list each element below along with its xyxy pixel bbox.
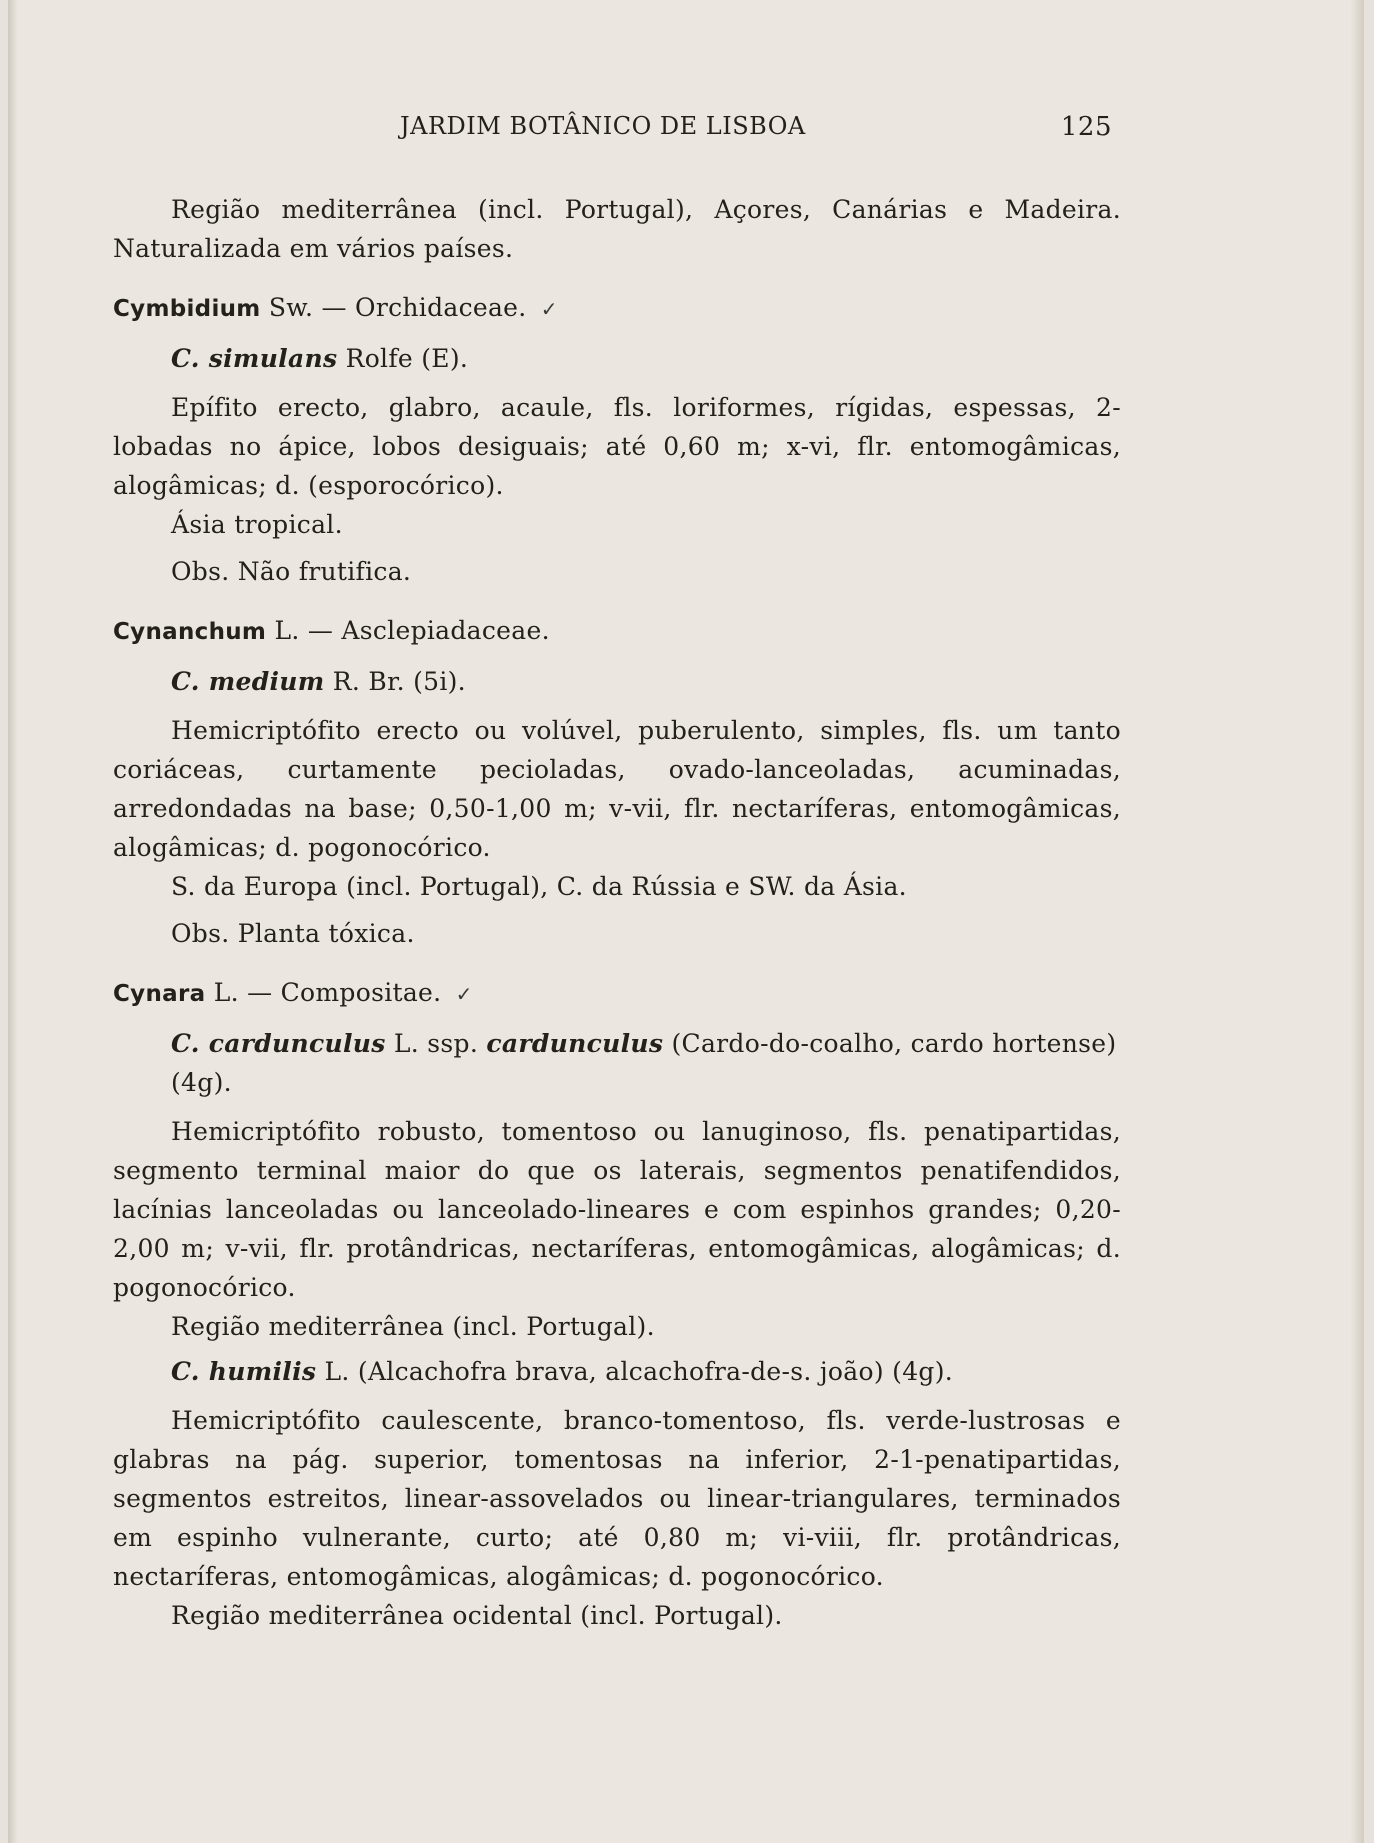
- species-heading: [113, 1352, 1121, 1391]
- genus-name: Cymbidium: [113, 296, 261, 322]
- species-description: Epífito erecto, glabro, acaule, fls. loriformes, rígidas, espessas, 2-lobadas no ápice, lobos desiguais; até 0,60 m; x-vi, flr. entomogâmicas, alogâmicas; d. (esporocórico).: [113, 393, 1121, 500]
- checkmark-icon: ✓: [540, 297, 558, 321]
- species-heading: [113, 662, 1121, 701]
- species-description: Hemicriptófito robusto, tomentoso ou lanuginoso, fls. penatipartidas, segmento terminal maior do que os laterais, segmentos penatifendidos, lacínias lanceoladas ou lanceolado-lineares e com espinhos grandes; 0,20-2,00 m; v-vii, flr. protândricas, nectaríferas, entomogâmicas, alogâmicas; d. pogonocórico.: [113, 1117, 1121, 1302]
- genus-name: Cynara: [113, 981, 206, 1007]
- species-name: C. cardunculus: [171, 1029, 386, 1058]
- running-title: JARDIM BOTÂNICO DE LISBOA: [400, 112, 806, 140]
- page-number: 125: [1060, 112, 1112, 142]
- species-author: L. ssp.: [393, 1029, 479, 1058]
- genus-name: Cynanchum: [113, 619, 267, 645]
- species-name: C. humilis: [171, 1357, 317, 1386]
- species-name: C. medium: [171, 667, 325, 696]
- book-page: [8, 0, 1364, 1843]
- page-body: [113, 190, 1121, 1635]
- species-distribution: Região mediterrânea (incl. Portugal).: [171, 1312, 655, 1341]
- genus-author-family: Sw. — Orchidaceae.: [268, 293, 527, 322]
- page-edge-left: [8, 0, 18, 1843]
- species-observation: Obs. Não frutifica.: [171, 557, 412, 586]
- species-distribution: S. da Europa (incl. Portugal), C. da Rússia e SW. da Ásia.: [171, 872, 907, 901]
- checkmark-icon: ✓: [455, 982, 473, 1006]
- page-edge-right: [1350, 0, 1364, 1843]
- species-distribution: Região mediterrânea ocidental (incl. Portugal).: [171, 1601, 783, 1630]
- genus-author-family: L. — Asclepiadaceae.: [274, 616, 550, 645]
- genus-heading-cynara: [113, 973, 1121, 1014]
- species-name: C. simulans: [171, 344, 338, 373]
- species-description: Hemicriptófito erecto ou volúvel, puberulento, simples, fls. um tanto coriáceas, curtamente pecioladas, ovado-lanceoladas, acuminadas, arredondadas na base; 0,50-1,00 m; v-vii, flr. nectaríferas, entomogâmicas, alogâmicas; d. pogonocórico.: [113, 716, 1121, 862]
- species-author: Rolfe (E).: [345, 344, 469, 373]
- common-names: (Cardo-do-coalho, cardo hortense) (4g).: [171, 1029, 1117, 1097]
- genus-author-family: L. — Compositae.: [213, 978, 442, 1007]
- species-heading: [113, 1024, 1121, 1102]
- running-header: [400, 112, 1112, 146]
- species-distribution: Ásia tropical.: [171, 510, 343, 539]
- species-observation: Obs. Planta tóxica.: [171, 919, 415, 948]
- species-author: R. Br. (5i).: [332, 667, 466, 696]
- species-description: Hemicriptófito caulescente, branco-tomentoso, fls. verde-lustrosas e glabras na pág. superior, tomentosas na inferior, 2-1-penatipartidas, segmentos estreitos, linear-assovelados ou linear-triangulares, terminados em espinho vulnerante, curto; até 0,80 m; vi-viii, flr. protândricas, nectaríferas, entomogâmicas, alogâmicas; d. pogonocórico.: [113, 1406, 1121, 1591]
- genus-heading-cynanchum: [113, 611, 1121, 652]
- genus-heading-cymbidium: [113, 288, 1121, 329]
- species-heading: [113, 339, 1121, 378]
- common-names: L. (Alcachofra brava, alcachofra-de-s. joão) (4g).: [324, 1357, 954, 1386]
- intro-distribution: Região mediterrânea (incl. Portugal), Açores, Canárias e Madeira. Naturalizada em vários países.: [113, 195, 1121, 263]
- subspecies-name: cardunculus: [486, 1029, 664, 1058]
